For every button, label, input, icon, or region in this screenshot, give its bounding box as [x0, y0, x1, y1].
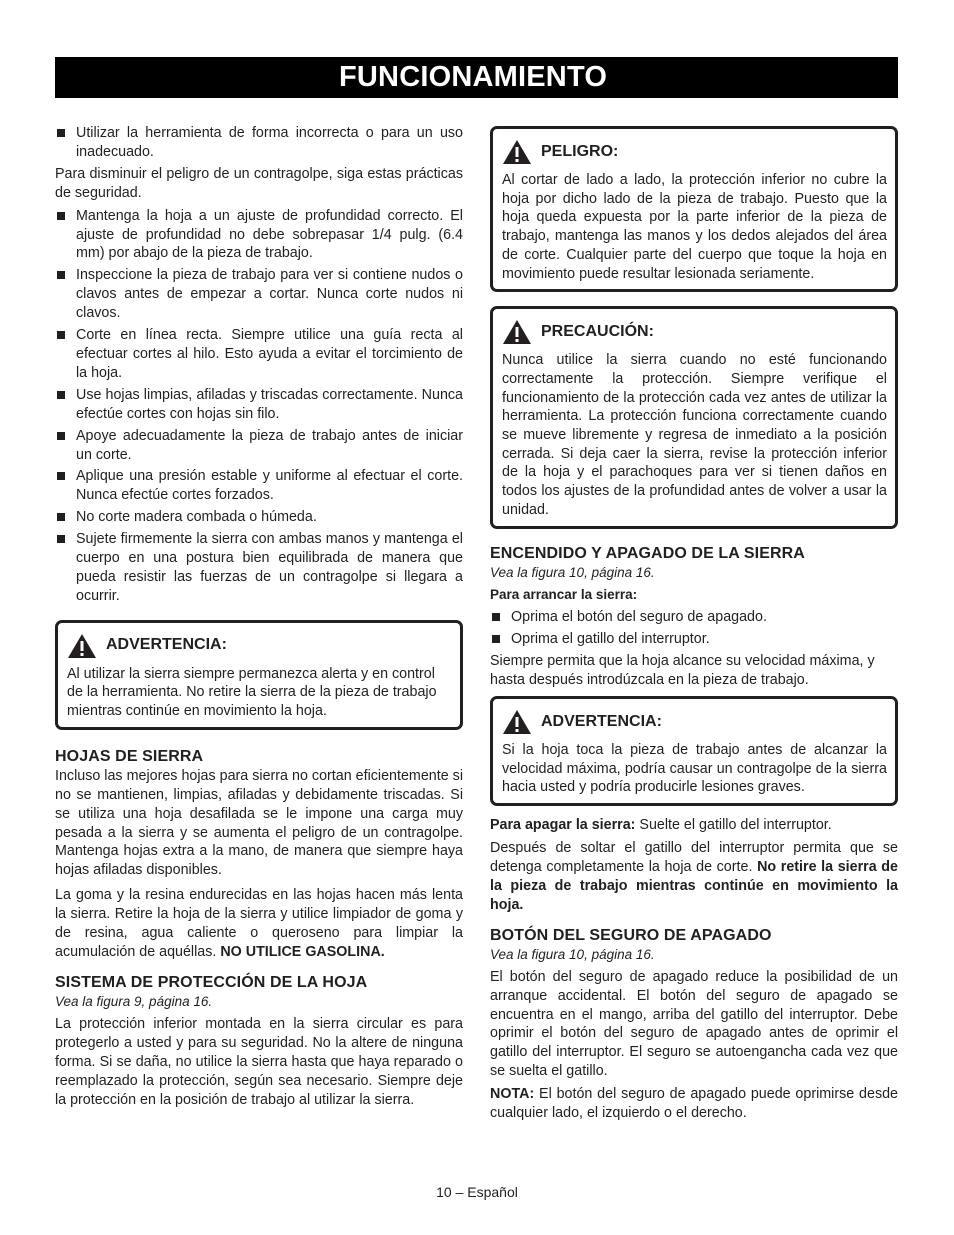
warning-box [490, 696, 898, 806]
warning-triangle-icon [67, 633, 97, 659]
warning-label: ADVERTENCIA: [106, 636, 227, 654]
paragraph: El botón del seguro de apagado reduce la posibilidad de un arranque accidental. El botón del seguro de apagado se encuentra en el mango, arriba del gatillo del interruptor. Debe oprimir el botón del seguro de apagado antes de oprimir el gatillo del interruptor. El seguro se autoengancha cada vez que se suelta el gatillo. [490, 968, 898, 1080]
caution-box [490, 306, 898, 528]
paragraph-text: Suelte el gatillo del interruptor. [635, 817, 832, 834]
warning-triangle-icon [502, 319, 532, 345]
figure-reference: Vea la figura 10, página 16. [490, 564, 655, 580]
bold-lead: Para apagar la sierra: [490, 817, 636, 834]
warning-text: Al utilizar la sierra siempre permanezca alerta y en control de la herramienta. No retire la sierra de la pieza de trabajo mientras continúe en movimiento la hoja. [67, 665, 437, 720]
warning-triangle-icon [502, 709, 532, 735]
bold-note: No retire la sierra de la pieza de trabajo mientras continúe en movimiento la hoja. [490, 859, 898, 913]
paragraph: La protección inferior montada en la sierra circular es para protegerlo a usted y para su seguridad. No la altere de ninguna forma. Si se daña, no utilice la sierra hasta que haya reparado o reemplazado la protección, según sea necesario. Siempre deje la protección en la posición de trabajo al utilizar la sierra. [55, 1015, 463, 1108]
list-item: Use hojas limpias, afiladas y triscadas correctamente. Nunca efectúe cortes con hojas sin filo. [55, 386, 463, 424]
list-item: Mantenga la hoja a un ajuste de profundidad correcto. El ajuste de profundidad no debe sobrepasar 1/4 pulg. (6.4 mm) por abajo de la pieza de trabajo. [55, 207, 463, 264]
list-item: Oprima el botón del seguro de apagado. [490, 608, 898, 627]
section-title-bar [55, 57, 898, 98]
danger-label: PELIGRO: [541, 142, 619, 160]
page-footer: 10 – Español [436, 1184, 518, 1200]
warning-triangle-icon [502, 139, 532, 165]
section-heading: BOTÓN DEL SEGURO DE APAGADO [490, 926, 772, 944]
note-label: NOTA: [490, 1086, 535, 1103]
figure-reference: Vea la figura 9, página 16. [55, 993, 213, 1009]
warning-header [502, 709, 887, 735]
danger-header [502, 139, 887, 165]
bold-note: NO UTILICE GASOLINA. [220, 944, 385, 961]
bullet-list [490, 608, 898, 649]
subheading: Para arrancar la sierra: [490, 586, 638, 602]
paragraph [490, 816, 898, 835]
paragraph-text: La goma y la resina endurecidas en las hojas hacen más lenta la sierra. Retire la hoja de la sierra y utilice limpiador de goma y de resina, agua caliente o queroseno para limpiar la acumulación de aquéllas. [55, 887, 463, 961]
list-item: Utilizar la herramienta de forma incorrecta o para un uso inadecuado. [55, 124, 463, 162]
note-text: El botón del seguro de apagado puede oprimirse desde cualquier lado, el izquierdo o el derecho. [490, 1086, 898, 1122]
caution-label: PRECAUCIÓN: [541, 322, 654, 340]
warning-header [67, 633, 452, 659]
list-item: Apoye adecuadamente la pieza de trabajo antes de iniciar un corte. [55, 427, 463, 465]
section-heading: HOJAS DE SIERRA [55, 747, 204, 765]
caution-text: Nunca utilice la sierra cuando no esté funcionando correctamente la protección. Siempre verifique el funcionamiento de la protección cada vez antes de utilizar la herramienta. La protección funciona correctamente cuando se mueve libremente y regresa de inmediato a la posición cerrada. Si deja caer la sierra, revise la protección inferior de la hoja y el parachoques para ver si tienen daños en todos los ajustes de la profundidad antes de volver a usar la unidad. [502, 352, 887, 518]
section-heading: SISTEMA DE PROTECCIÓN DE LA HOJA [55, 973, 368, 991]
list-item: No corte madera combada o húmeda. [55, 508, 463, 527]
left-column [55, 124, 463, 1113]
warning-label: ADVERTENCIA: [541, 712, 662, 730]
right-column [490, 126, 898, 1127]
page-title: FUNCIONAMIENTO [339, 61, 608, 93]
list-item: Aplique una presión estable y uniforme al efectuar el corte. Nunca efectúe cortes forzados. [55, 467, 463, 505]
list-item: Oprima el gatillo del interruptor. [490, 630, 898, 649]
paragraph: Para disminuir el peligro de un contragolpe, siga estas prácticas de seguridad. [55, 165, 463, 201]
paragraph-text: Después de soltar el gatillo del interruptor permita que se detenga completamente la hoja de corte. [490, 840, 898, 875]
warning-text: Si la hoja toca la pieza de trabajo antes de alcanzar la velocidad máxima, podría causar un contragolpe de la sierra hacia usted y podría producirle lesiones graves. [502, 742, 887, 796]
danger-box [490, 126, 898, 292]
paragraph [490, 839, 898, 915]
list-item: Corte en línea recta. Siempre utilice una guía recta al efectuar cortes al hilo. Esto ayuda a evitar el torcimiento de la hoja. [55, 326, 463, 383]
list-item: Inspeccione la pieza de trabajo para ver si contiene nudos o clavos antes de empezar a cortar. Nunca corte nudos ni clavos. [55, 266, 463, 323]
warning-box [55, 620, 463, 730]
bullet-list [55, 124, 463, 162]
danger-text: Al cortar de lado a lado, la protección inferior no cubre la hoja por dicho lado de la pieza de trabajo. Puesto que la hoja queda expuesta por la parte inferior de la pieza de trabajo, mantenga las manos y los dedos alejados del área de corte. Cualquier parte del cuerpo que toque la hoja en movimiento puede resultar lesionada seriamente. [502, 172, 887, 282]
section-heading: ENCENDIDO Y APAGADO DE LA SIERRA [490, 544, 805, 562]
note-paragraph [490, 1085, 898, 1123]
paragraph: Siempre permita que la hoja alcance su velocidad máxima, y hasta después introdúzcala en la pieza de trabajo. [490, 653, 875, 689]
figure-reference: Vea la figura 10, página 16. [490, 946, 655, 962]
list-item: Sujete firmemente la sierra con ambas manos y mantenga el cuerpo en una postura bien equilibrada de manera que pueda resistir las fuerzas de un contragolpe si llegara a ocurrir. [55, 530, 463, 606]
paragraph: Incluso las mejores hojas para sierra no cortan eficientemente si no se mantienen, limpias, afiladas y debidamente triscadas. Si se utiliza una hoja desafilada se le impone una carga muy pesada a la sierra y se aumenta el peligro de un contragolpe. Mantenga hojas extra a la mano, de manera que siempre haya hojas afiladas disponibles. [55, 767, 463, 879]
caution-header [502, 319, 887, 345]
paragraph [55, 886, 463, 962]
bullet-list [55, 207, 463, 606]
